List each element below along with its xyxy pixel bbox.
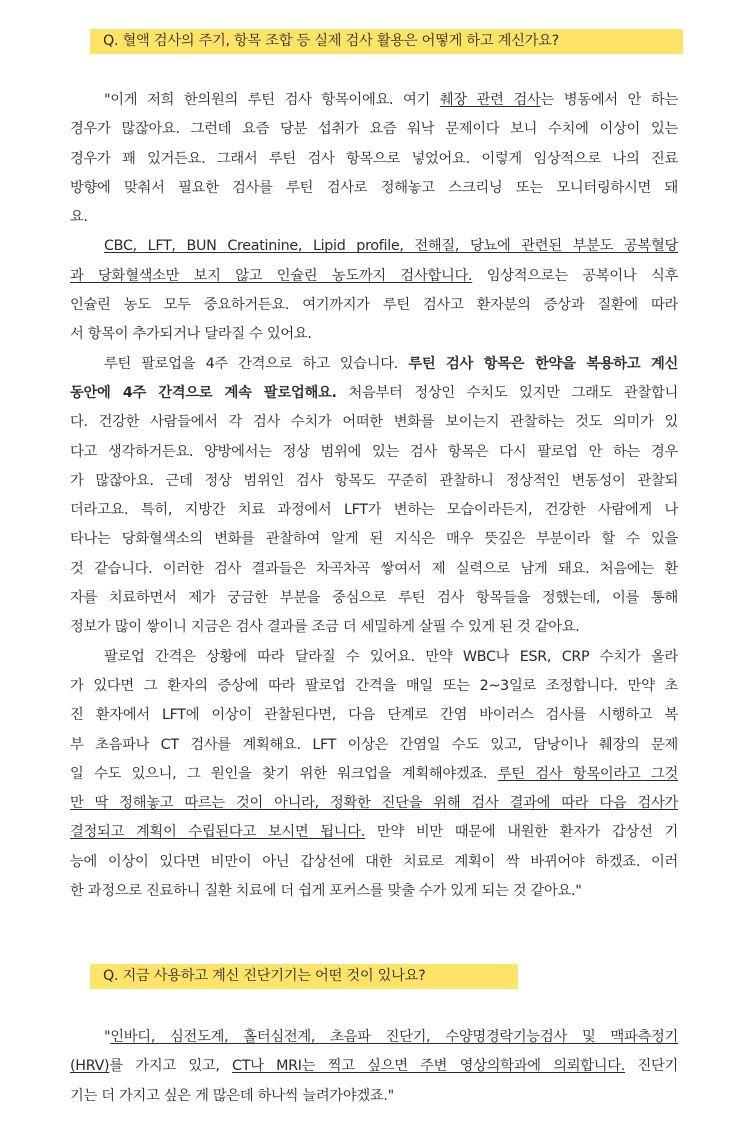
text-run: 는 병동에서 안 하는 (540, 92, 678, 108)
text-line (70, 555, 678, 584)
text-run: 다고 생각하거든요. 양방에서는 정상 범위에 있는 검사 항목은 다시 팔로업 안 하는 경우 (70, 443, 678, 460)
text-line (70, 877, 678, 906)
text-run: 한 과정으로 진료하니 질환 치료에 더 쉽게 포커스를 맞출 수가 있게 되는 것 같아요." (70, 883, 582, 900)
text-run: 인슐린 농도 모두 중요하거든요. 여기까지가 루틴 검사고 환자분의 증상과 질환에 따라 (70, 297, 678, 314)
text-line (70, 86, 678, 115)
text-run: 만약 비만 때문에 내원한 환자가 갑상선 기 (365, 824, 678, 841)
text-run: 진 환자에서 LFT에 이상이 관찰된다면, 다음 단계로 간염 바이러스 검사를 시행하고 복 (70, 707, 678, 724)
text-line (70, 232, 678, 261)
text-line (70, 818, 678, 847)
text-line (70, 262, 678, 291)
question-highlight-1: Q. 혈액 검사의 주기, 항목 조합 등 실제 검사 활용은 어떻게 하고 계신가요? (90, 29, 683, 54)
text-line (70, 203, 678, 232)
bold-text: 루틴 검사 항목은 한약을 복용하고 계신 (408, 355, 678, 372)
text-run: 팔로업 간격은 상황에 따라 달라질 수 있어요. 만약 WBC나 ESR, CRP 수치가 올라 (104, 648, 678, 665)
text-line (70, 1023, 678, 1052)
text-line (70, 584, 678, 613)
underlined-text: CT나 MRI는 찍고 싶으면 주변 영상의학과에 의뢰합니다. (232, 1058, 625, 1075)
text-line (70, 701, 678, 730)
text-run: 방향에 맞춰서 필요한 검사를 루틴 검사로 정해놓고 스크리닝 또는 모니터링하시면 돼 (70, 179, 678, 196)
text-run: 일 수도 있으니, 그 원인을 찾기 위한 워크업을 계획해야겠죠. (70, 765, 498, 782)
underlined-text: 과 당화혈색소만 보지 않고 인슐린 농도까지 검사합니다. (70, 267, 473, 284)
text-line (70, 760, 678, 789)
underlined-text: 인바디, 심전도계, 홀터심전계, 초음파 진단기, 수양명경락기능검사 및 맥파측정기 (110, 1029, 678, 1045)
text-line (70, 320, 678, 349)
text-line (70, 291, 678, 320)
text-run: 요. (70, 209, 88, 226)
underlined-text: 결정되고 계획이 수립된다고 보시면 됩니다. (70, 824, 366, 841)
underlined-text: 루틴 검사 항목이라고 그것 (497, 765, 678, 782)
text-run: 자를 치료하면서 제가 궁금한 부분을 중심으로 루틴 검사 항목들을 정했는데, 이를 통해 (70, 590, 678, 607)
text-line (70, 789, 678, 818)
answer-paragraph-1 (70, 86, 678, 906)
text-run: 가 많잖아요. 근데 정상 범위인 검사 항목도 꾸준히 관찰하니 정상적인 변동성이 관찰되 (70, 472, 678, 489)
text-line (70, 613, 678, 642)
text-run: 부 초음파나 CT 검사를 계획해요. LFT 이상은 간염일 수도 있고, 담낭이나 췌장의 문제 (70, 736, 678, 753)
text-line (70, 438, 678, 467)
bold-text: 동안에 4주 간격으로 계속 팔로업해요. (70, 384, 337, 401)
text-line (70, 350, 678, 379)
text-run: 다. 건강한 사람들에서 각 검사 수치가 어떠한 변화를 보이는지 관찰하는 것도 의미가 있 (70, 414, 678, 431)
text-line (70, 496, 678, 525)
text-line (70, 467, 678, 496)
text-run: 진단기 (625, 1058, 678, 1075)
text-line (70, 1082, 678, 1111)
text-run: 임상적으로는 공복이나 식후 (472, 267, 678, 284)
text-line (70, 643, 678, 672)
text-line (70, 408, 678, 437)
text-line (70, 731, 678, 760)
text-run: 타나는 당화혈색소의 변화를 관찰하여 알게 된 지식은 매우 뜻깊은 부분이라 할 수 있을 (70, 531, 678, 548)
underlined-text: CBC, LFT, BUN Creatinine, Lipid profile, 전해질, 당뇨에 관련된 부분도 공복혈당 (104, 238, 678, 255)
text-run: 서 항목이 추가되거나 달라질 수 있어요. (70, 326, 312, 343)
text-run: 경우가 꽤 있거든요. 그래서 루틴 검사 항목으로 넣었어요. 이렇게 임상적으로 나의 진료 (70, 150, 678, 167)
text-run: 경우가 많잖아요. 그런데 요즘 당분 섭취가 요즘 워낙 문제이다 보니 수치에 이상이 있는 (70, 121, 678, 138)
text-line (70, 379, 678, 408)
text-line (70, 672, 678, 701)
text-run: 기는 더 가지고 싶은 게 많은데 하나씩 늘려가야겠죠." (70, 1087, 394, 1104)
text-line (70, 174, 678, 203)
underlined-text: 만 딱 정해놓고 따르는 것이 아니라, 정확한 진단을 위해 검사 결과에 따라 다음 검사가 (70, 795, 678, 812)
text-run: 루틴 팔로업을 4주 간격으로 하고 있습니다. (104, 355, 409, 372)
text-line (70, 1052, 678, 1081)
text-line (70, 115, 678, 144)
answer-paragraph-2 (70, 1023, 678, 1111)
text-run: "이게 저희 한의원의 루틴 검사 항목이에요. 여기 (104, 92, 440, 108)
text-line (70, 848, 678, 877)
text-run: 를 가지고 있고, (109, 1058, 233, 1075)
text-run: 더라고요. 특히, 지방간 치료 과정에서 LFT가 변하는 모습이라든지, 건강한 사람에게 나 (70, 502, 678, 519)
underlined-text: (HRV) (70, 1058, 110, 1075)
text-run: 처음부터 정상인 수치도 있지만 그래도 관찰합니 (336, 384, 679, 401)
text-line (70, 145, 678, 174)
question-highlight-2: Q. 지금 사용하고 계신 진단기기는 어떤 것이 있나요? (90, 964, 518, 989)
text-line (70, 525, 678, 554)
text-run: 능에 이상이 있다면 비만이 아닌 갑상선에 대한 치료로 계획이 싹 바뀌어야 하겠죠. 이러 (70, 853, 678, 870)
text-run: " (104, 1029, 111, 1045)
text-run: 정보가 많이 쌓이니 지금은 검사 결과를 조금 더 세밀하게 살필 수 있게 된 것 같아요. (70, 619, 580, 636)
underlined-text: 췌장 관련 검사 (439, 92, 541, 108)
text-run: 가 있다면 그 환자의 증상에 따라 팔로업 간격을 매일 또는 2~3일로 조정합니다. 만약 초 (70, 677, 678, 694)
text-run: 것 같습니다. 이러한 검사 결과들은 차곡차곡 쌓여서 제 실력으로 남게 돼요. 처음에는 환 (70, 560, 678, 577)
